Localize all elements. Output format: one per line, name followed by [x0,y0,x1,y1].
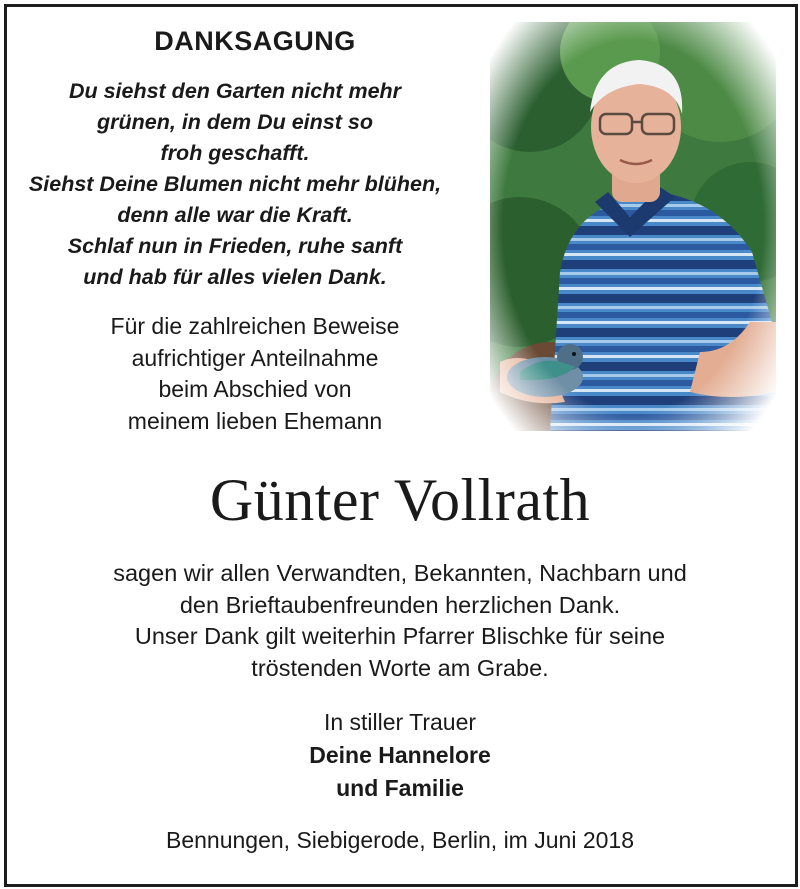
poem-line: Siehst Deine Blumen nicht mehr blühen, [28,172,442,196]
intro-line: aufrichtiger Anteilnahme [131,344,379,371]
mourning-signature [0,706,800,805]
intro-line: Für die zahlreichen Beweise [110,313,400,339]
mourning-intro: In stiller Trauer [323,709,477,735]
poem [0,76,470,293]
intro-text [0,311,510,437]
poem-line: Schlaf nun in Frieden, ruhe sanft [67,234,403,258]
poem-line: und hab für alles vielen Dank. [83,265,387,289]
heading: DANKSAGUNG [154,26,356,56]
intro-line: meinem lieben Ehemann [127,407,383,434]
poem-line: grünen, in dem Du einst so [97,110,373,134]
signatory-family: und Familie [336,775,464,801]
poem-line: denn alle war die Kraft. [117,203,353,227]
thanks-line: sagen wir allen Verwandten, Bekannten, Nachbarn und [113,560,687,586]
thanks-line: den Brieftaubenfreunden herzlichen Dank. [179,591,621,618]
deceased-name: Günter Vollrath [209,467,591,533]
signatory-name: Deine Hannelore [309,742,491,768]
thanks-line: tröstenden Worte am Grabe. [251,654,549,681]
intro-line: beim Abschied von [158,376,352,402]
place-date: Bennungen, Siebigerode, Berlin, im Juni 2018 [166,827,634,853]
poem-line: froh geschafft. [160,141,310,165]
portrait-photo [490,22,776,431]
thanks-line: Unser Dank gilt weiterhin Pfarrer Blischke für seine [134,623,666,649]
thanks-text [0,558,800,684]
poem-line: Du siehst den Garten nicht mehr [68,79,402,103]
